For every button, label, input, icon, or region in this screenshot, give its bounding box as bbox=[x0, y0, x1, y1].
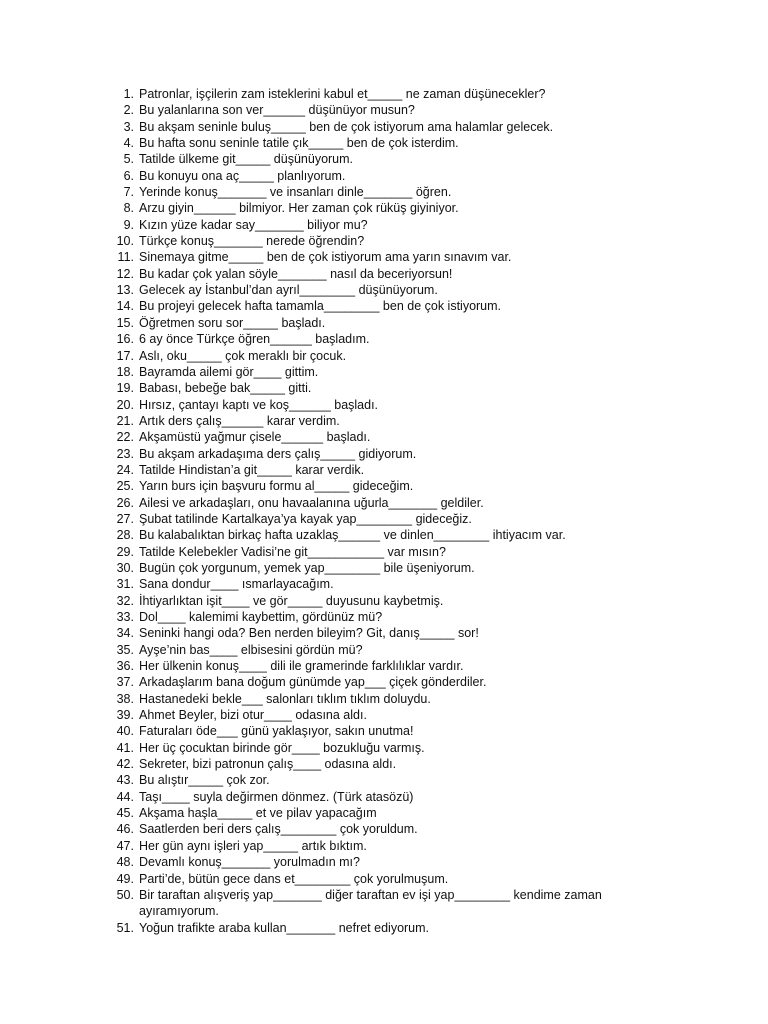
exercise-sentence bbox=[0, 805, 768, 821]
sentence-text: Bu akşam seninle buluş_____ ben de çok istiyorum ama halamlar gelecek. bbox=[139, 119, 554, 134]
exercise-sentence bbox=[0, 249, 768, 265]
sentence-text: Hırsız, çantayı kaptı ve koş______ başladı. bbox=[139, 397, 379, 412]
exercise-sentence bbox=[0, 789, 768, 805]
exercise-sentence bbox=[0, 707, 768, 723]
sentence-number: 24. bbox=[116, 462, 134, 477]
sentence-number: 19. bbox=[116, 381, 134, 396]
exercise-sentence bbox=[0, 609, 768, 625]
exercise-sentence bbox=[0, 576, 768, 592]
sentence-text: Yarın burs için başvuru formu al_____ gideceğim. bbox=[139, 479, 414, 494]
sentence-text: Sinemaya gitme_____ ben de çok istiyorum ama yarın sınavım var. bbox=[139, 250, 512, 265]
sentence-text: Bu kalabalıktan birkaç hafta uzaklaş______ ve dinlen________ ihtiyacım var. bbox=[139, 528, 566, 543]
sentence-number: 11. bbox=[117, 250, 134, 265]
sentence-number: 5. bbox=[123, 152, 134, 167]
sentence-text: Bugün çok yorgunum, yemek yap________ bile üşeniyorum. bbox=[139, 560, 475, 575]
sentence-number: 14. bbox=[116, 299, 134, 314]
sentence-number: 34. bbox=[116, 626, 134, 641]
sentence-number: 2. bbox=[123, 103, 134, 118]
exercise-sentence bbox=[0, 380, 768, 396]
sentence-text: İhtiyarlıktan işit____ ve gör_____ duyusunu kaybetmiş. bbox=[139, 593, 444, 608]
sentence-number: 41. bbox=[116, 740, 134, 755]
sentence-number: 7. bbox=[123, 185, 134, 200]
sentence-number: 3. bbox=[123, 119, 134, 134]
sentence-text: Gelecek ay İstanbul’dan ayrıl________ düşünüyorum. bbox=[139, 283, 438, 298]
exercise-sentence bbox=[0, 691, 768, 707]
exercise-sentence bbox=[0, 266, 768, 282]
exercise-sentence bbox=[0, 658, 768, 674]
sentence-number: 13. bbox=[116, 283, 134, 298]
sentence-text: Seninki hangi oda? Ben nerden bileyim? Git, danış_____ sor! bbox=[139, 626, 479, 641]
exercise-sentence bbox=[0, 282, 768, 298]
sentence-number: 43. bbox=[116, 773, 134, 788]
exercise-sentence bbox=[0, 462, 768, 478]
sentence-number: 20. bbox=[116, 397, 134, 412]
sentence-number: 26. bbox=[116, 495, 134, 510]
sentence-number: 49. bbox=[116, 871, 134, 886]
exercise-sentence bbox=[0, 495, 768, 511]
sentence-text: Her gün aynı işleri yap_____ artık bıktım. bbox=[139, 838, 367, 853]
exercise-sentence bbox=[0, 331, 768, 347]
exercise-sentence bbox=[0, 364, 768, 380]
exercise-sentence bbox=[0, 723, 768, 739]
sentence-number: 25. bbox=[116, 479, 134, 494]
sentence-text: Ayşe’nin bas____ elbisesini gördün mü? bbox=[139, 642, 363, 657]
sentence-text: Bu yalanlarına son ver______ düşünüyor musun? bbox=[139, 103, 415, 118]
sentence-text: Ailesi ve arkadaşları, onu havaalanına uğurla_______ geldiler. bbox=[139, 495, 484, 510]
sentence-number: 46. bbox=[116, 822, 134, 837]
exercise-sentence bbox=[0, 740, 768, 756]
sentence-number: 9. bbox=[123, 217, 134, 232]
sentence-text: Aslı, oku_____ çok meraklı bir çocuk. bbox=[139, 348, 347, 363]
sentence-text: Tatilde Kelebekler Vadisi’ne git___________ var mısın? bbox=[139, 544, 446, 559]
sentence-number: 16. bbox=[116, 332, 134, 347]
sentence-text: Patronlar, işçilerin zam isteklerini kabul et_____ ne zaman düşünecekler? bbox=[139, 87, 546, 101]
sentence-number: 33. bbox=[116, 610, 134, 624]
exercise-sentence bbox=[0, 821, 768, 837]
sentence-text: Saatlerden beri ders çalış________ çok yoruldum. bbox=[139, 822, 418, 837]
exercise-sentence bbox=[0, 593, 768, 609]
sentence-text: Arkadaşlarım bana doğum günümde yap___ çiçek gönderdiler. bbox=[139, 675, 487, 690]
sentence-text: Her üç çocuktan birinde gör____ bozukluğu varmış. bbox=[139, 740, 425, 755]
sentence-text: 6 ay önce Türkçe öğren______ başladım. bbox=[139, 332, 370, 347]
sentence-number: 37. bbox=[116, 675, 134, 690]
exercise-sentence bbox=[0, 200, 768, 216]
exercise-sentence bbox=[0, 119, 768, 135]
sentence-text: Bu kadar çok yalan söyle_______ nasıl da beceriyorsun! bbox=[139, 266, 453, 281]
sentence-text: Tatilde Hindistan’a git_____ karar verdik. bbox=[139, 462, 365, 477]
sentence-text: Arzu giyin______ bilmiyor. Her zaman çok rüküş giyiniyor. bbox=[139, 201, 459, 216]
sentence-text: Şubat tatilinde Kartalkaya’ya kayak yap________ gideceğiz. bbox=[139, 511, 472, 526]
sentence-text: Bayramda ailemi gör____ gittim. bbox=[139, 364, 319, 379]
sentence-text: Kızın yüze kadar say_______ biliyor mu? bbox=[139, 217, 368, 232]
exercise-sentence bbox=[0, 478, 768, 494]
sentence-number: 18. bbox=[116, 364, 134, 379]
sentence-number: 50. bbox=[116, 887, 134, 902]
sentence-number: 39. bbox=[116, 708, 134, 723]
exercise-sentence bbox=[0, 871, 768, 887]
sentence-number: 1. bbox=[123, 87, 134, 101]
sentence-number: 40. bbox=[116, 724, 134, 739]
exercise-sentence bbox=[0, 217, 768, 233]
sentence-number: 8. bbox=[123, 201, 134, 216]
exercise-sentence-list bbox=[0, 86, 768, 936]
exercise-sentence bbox=[0, 315, 768, 331]
sentence-text: Ahmet Beyler, bizi otur____ odasına aldı. bbox=[139, 708, 367, 723]
sentence-text: Sekreter, bizi patronun çalış____ odasına aldı. bbox=[139, 757, 397, 772]
sentence-number: 4. bbox=[123, 136, 134, 151]
exercise-sentence bbox=[0, 86, 768, 102]
sentence-number: 22. bbox=[116, 430, 134, 445]
sentence-number: 28. bbox=[116, 528, 134, 543]
exercise-sentence bbox=[0, 674, 768, 690]
sentence-number: 17. bbox=[116, 348, 134, 363]
sentence-number: 12. bbox=[116, 266, 134, 281]
sentence-number: 47. bbox=[116, 838, 134, 853]
sentence-number: 27. bbox=[116, 511, 134, 526]
exercise-sentence bbox=[0, 756, 768, 772]
sentence-number: 48. bbox=[116, 855, 134, 870]
sentence-number: 45. bbox=[116, 806, 134, 821]
sentence-text: Babası, bebeğe bak_____ gitti. bbox=[139, 381, 312, 396]
sentence-text: Tatilde ülkeme git_____ düşünüyorum. bbox=[139, 152, 354, 167]
sentence-number: 35. bbox=[116, 642, 134, 657]
sentence-text: Devamlı konuş_______ yorulmadın mı? bbox=[139, 855, 360, 870]
exercise-sentence bbox=[0, 544, 768, 560]
sentence-number: 38. bbox=[116, 691, 134, 706]
sentence-text: Akşamüstü yağmur çisele______ başladı. bbox=[139, 430, 371, 445]
sentence-text: Türkçe konuş_______ nerede öğrendin? bbox=[139, 234, 365, 249]
sentence-number: 15. bbox=[116, 315, 134, 330]
exercise-sentence bbox=[0, 151, 768, 167]
exercise-sentence bbox=[0, 511, 768, 527]
exercise-sentence bbox=[0, 642, 768, 658]
sentence-number: 36. bbox=[116, 659, 134, 674]
sentence-text: Yerinde konuş_______ ve insanları dinle_______ öğren. bbox=[139, 185, 452, 200]
sentence-text: Akşama haşla_____ et ve pilav yapacağım bbox=[139, 806, 377, 821]
worksheet-page bbox=[0, 86, 768, 936]
exercise-sentence bbox=[0, 838, 768, 854]
exercise-sentence bbox=[0, 446, 768, 462]
sentence-text: Parti’de, bütün gece dans et________ çok yorulmuşum. bbox=[139, 871, 449, 886]
exercise-sentence bbox=[0, 920, 768, 936]
exercise-sentence bbox=[0, 625, 768, 641]
exercise-sentence bbox=[0, 887, 768, 920]
sentence-text: Hastanedeki bekle___ salonları tıklım tıklım doluydu. bbox=[139, 691, 431, 706]
sentence-text: Bu akşam arkadaşıma ders çalış_____ gidiyorum. bbox=[139, 446, 417, 461]
sentence-text: Her ülkenin konuş____ dili ile gramerinde farklılıklar vardır. bbox=[139, 659, 464, 674]
sentence-text: Yoğun trafikte araba kullan_______ nefret ediyorum. bbox=[139, 920, 430, 935]
sentence-text: Faturaları öde___ günü yaklaşıyor, sakın unutma! bbox=[139, 724, 414, 739]
sentence-number: 51. bbox=[116, 920, 134, 935]
sentence-number: 6. bbox=[123, 168, 134, 183]
exercise-sentence bbox=[0, 233, 768, 249]
exercise-sentence bbox=[0, 772, 768, 788]
sentence-number: 44. bbox=[116, 789, 134, 804]
sentence-text: Artık ders çalış______ karar verdim. bbox=[139, 413, 340, 428]
sentence-number: 31. bbox=[116, 577, 134, 592]
sentence-number: 10. bbox=[116, 234, 134, 249]
sentence-number: 30. bbox=[116, 560, 134, 575]
exercise-sentence bbox=[0, 168, 768, 184]
sentence-number: 42. bbox=[116, 757, 134, 772]
exercise-sentence bbox=[0, 560, 768, 576]
sentence-text: Dol____ kalemimi kaybettim, gördünüz mü? bbox=[139, 610, 383, 624]
sentence-number: 21. bbox=[116, 413, 134, 428]
sentence-text: Bu projeyi gelecek hafta tamamla________ ben de çok istiyorum. bbox=[139, 299, 502, 314]
exercise-sentence bbox=[0, 102, 768, 118]
sentence-text: Bu alıştır_____ çok zor. bbox=[139, 773, 270, 788]
exercise-sentence bbox=[0, 135, 768, 151]
exercise-sentence bbox=[0, 854, 768, 870]
sentence-text: Bir taraftan alışveriş yap_______ diğer taraftan ev işi yap________ kendime zaman ayıramıyorum. bbox=[139, 887, 602, 919]
sentence-number: 29. bbox=[116, 544, 134, 559]
sentence-text: Bu hafta sonu seninle tatile çık_____ ben de çok isterdim. bbox=[139, 136, 459, 151]
sentence-text: Bu konuyu ona aç_____ planlıyorum. bbox=[139, 168, 346, 183]
sentence-text: Sana dondur____ ısmarlayacağım. bbox=[139, 577, 334, 592]
sentence-number: 32. bbox=[116, 593, 134, 608]
exercise-sentence bbox=[0, 184, 768, 200]
exercise-sentence bbox=[0, 413, 768, 429]
sentence-text: Öğretmen soru sor_____ başladı. bbox=[139, 315, 326, 330]
exercise-sentence bbox=[0, 527, 768, 543]
exercise-sentence bbox=[0, 298, 768, 314]
sentence-number: 23. bbox=[116, 446, 134, 461]
exercise-sentence bbox=[0, 429, 768, 445]
exercise-sentence bbox=[0, 397, 768, 413]
exercise-sentence bbox=[0, 348, 768, 364]
sentence-text: Taşı____ suyla değirmen dönmez. (Türk atasözü) bbox=[139, 789, 414, 804]
